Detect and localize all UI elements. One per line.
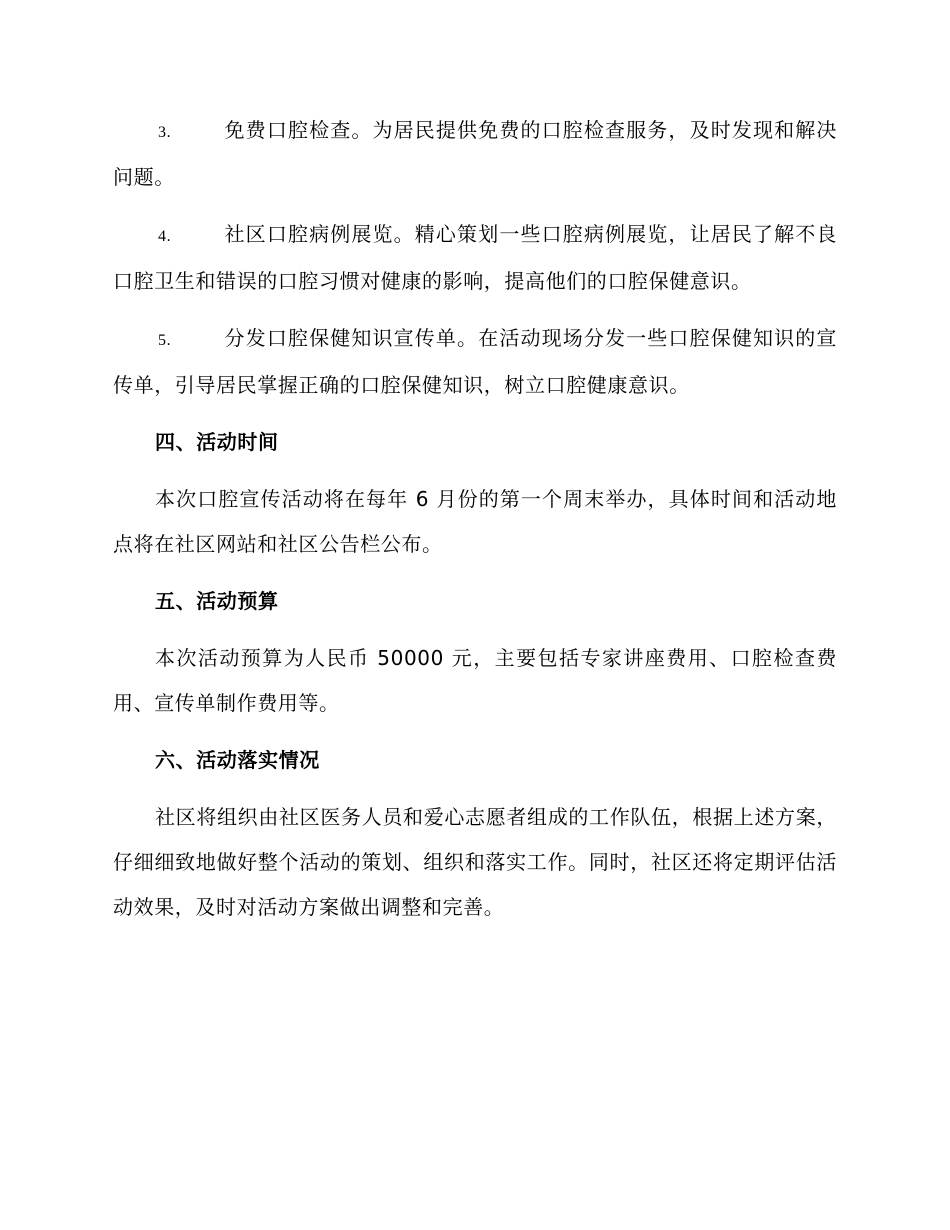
section-body-activity-time: 本次口腔宣传活动将在每年 6 月份的第一个周末举办，具体时间和活动地点将在社区网站和社区公告栏公布。 — [113, 487, 837, 556]
list-item — [113, 316, 837, 408]
section-heading-implementation: 六、活动落实情况 — [155, 748, 320, 772]
list-item — [113, 212, 837, 304]
section-body-implementation: 社区将组织由社区医务人员和爱心志愿者组成的工作队伍，根据上述方案，仔细细致地做好整个活动的策划、组织和落实工作。同时，社区还将定期评估活动效果，及时对活动方案做出调整和完善。 — [113, 805, 837, 919]
section-body-activity-budget: 本次活动预算为人民币 50000 元，主要包括专家讲座费用、口腔检查费用、宣传单制作费用等。 — [113, 646, 837, 715]
list-item-number: 3. — [158, 124, 172, 141]
list-item — [113, 108, 837, 200]
section-heading-activity-time: 四、活动时间 — [155, 430, 279, 454]
list-item-number: 5. — [158, 332, 172, 349]
list-item-number: 4. — [158, 228, 172, 245]
document-body — [113, 108, 837, 942]
list-item-text: 社区口腔病例展览。精心策划一些口腔病例展览，让居民了解不良口腔卫生和错误的口腔习惯对健康的影响，提高他们的口腔保健意识。 — [113, 222, 837, 293]
section-heading-activity-budget: 五、活动预算 — [155, 589, 279, 613]
list-item-text: 分发口腔保健知识宣传单。在活动现场分发一些口腔保健知识的宣传单，引导居民掌握正确的口腔保健知识，树立口腔健康意识。 — [113, 326, 837, 397]
list-item-text: 免费口腔检查。为居民提供免费的口腔检查服务，及时发现和解决问题。 — [113, 118, 837, 189]
